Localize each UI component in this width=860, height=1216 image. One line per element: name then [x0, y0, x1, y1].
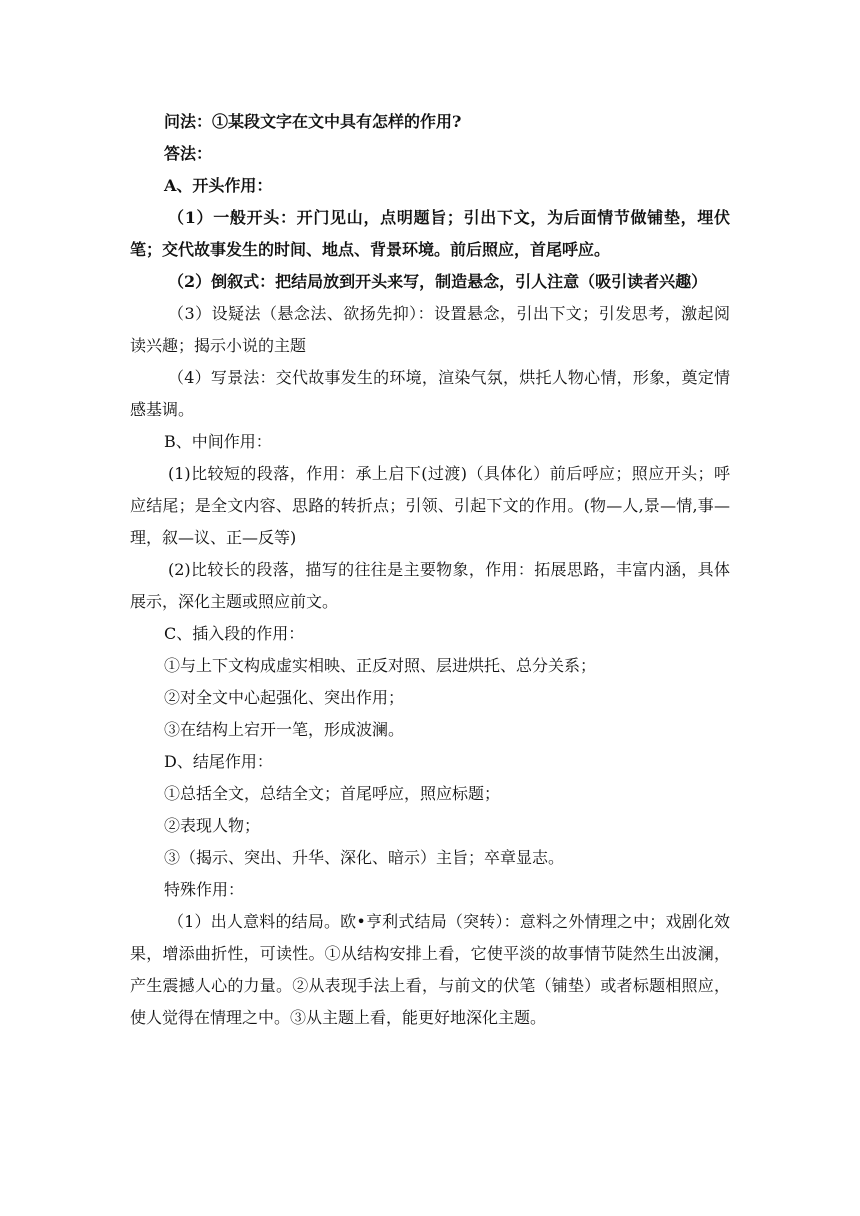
section-d-item-3: ③（揭示、突出、升华、深化、暗示）主旨；卒章显志。 [164, 848, 565, 867]
section-b-item-1: (1)比较短的段落，作用：承上启下(过渡)（具体化）前后呼应；照应开头；呼应结尾；是全文内容、思路的转折点；引领、引起下文的作用。(物—人,景—情,事—理，叙—议、正—反等) [130, 464, 730, 547]
section-a-item-1: （1）一般开头：开门见山，点明题旨；引出下文，为后面情节做铺垫，埋伏笔；交代故事发生的时间、地点、背景环境。前后照应，首尾呼应。 [130, 208, 730, 259]
section-a-item-3: （3）设疑法（悬念法、欲扬先抑）：设置悬念，引出下文；引发思考，激起阅读兴趣；揭示小说的主题 [130, 304, 730, 355]
section-a-item-2: （2）倒叙式：把结局放到开头来写，制造悬念，引人注意（吸引读者兴趣） [168, 272, 708, 291]
section-d-item-2: ②表现人物； [164, 816, 261, 835]
section-c-item-3: ③在结构上宕开一笔，形成波澜。 [164, 720, 405, 739]
document-body [130, 106, 730, 1034]
section-c-item-2: ②对全文中心起强化、突出作用； [164, 688, 405, 707]
section-c-item-1: ①与上下文构成虚实相映、正反对照、层进烘托、总分关系； [164, 656, 597, 675]
special-item-1: （1）出人意料的结局。欧•亨利式结局（突转）：意料之外情理之中；戏剧化效果，增添曲折性，可读性。①从结构安排上看，它使平淡的故事情节陡然生出波澜，产生震撼人心的力量。②从表现手法上看，与前文的伏笔（铺垫）或者标题相照应，使人觉得在情理之中。③从主题上看，能更好地深化主题。 [130, 912, 730, 1027]
question-line: 问法：①某段文字在文中具有怎样的作用? [164, 112, 462, 131]
section-c-heading: C、插入段的作用： [164, 624, 305, 643]
section-b-item-2: (2)比较长的段落，描写的往往是主要物象，作用：拓展思路，丰富内涵，具体展示，深化主题或照应前文。 [130, 560, 730, 611]
section-b-heading: B、中间作用： [164, 432, 272, 451]
special-heading: 特殊作用： [164, 880, 245, 899]
answer-label: 答法： [164, 144, 213, 163]
section-d-heading: D、结尾作用： [164, 752, 273, 771]
section-a-item-4: （4）写景法：交代故事发生的环境，渲染气氛，烘托人物心情，形象，奠定情感基调。 [130, 368, 730, 419]
section-d-item-1: ①总括全文，总结全文；首尾呼应，照应标题； [164, 784, 501, 803]
section-a-heading: A、开头作用： [164, 176, 273, 195]
